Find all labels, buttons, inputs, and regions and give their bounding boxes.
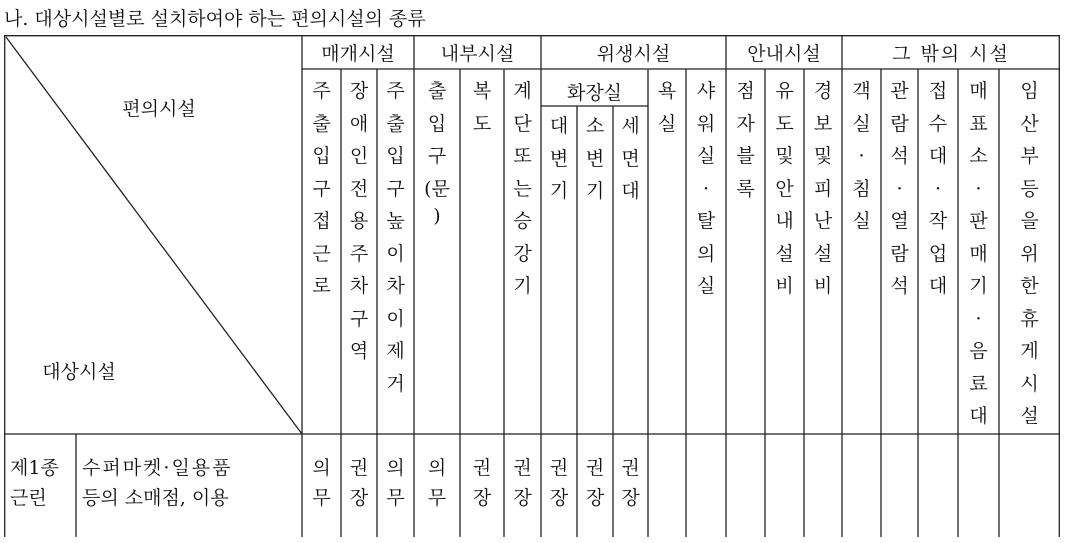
column-header-char: 근 bbox=[312, 242, 331, 265]
column-header-char: ) bbox=[433, 205, 441, 227]
column-header-17 bbox=[958, 75, 999, 433]
column-header-char: · bbox=[896, 177, 903, 200]
column-header-char: 설 bbox=[813, 242, 833, 265]
row-category-line-2: 근린 bbox=[10, 487, 47, 509]
row-value-cell bbox=[460, 453, 504, 513]
column-header-18 bbox=[999, 75, 1060, 433]
column-header-char: 람 bbox=[890, 112, 909, 135]
column-header-char: 승 bbox=[513, 210, 532, 232]
column-header-1 bbox=[341, 75, 377, 368]
column-header-char: 강 bbox=[513, 242, 532, 265]
column-header-char: 도 bbox=[775, 112, 794, 135]
row-value-char: 장 bbox=[621, 487, 640, 509]
subgroup-header-toilet: 화장실 bbox=[566, 81, 623, 104]
column-header-char: 장 bbox=[349, 80, 369, 102]
column-header-char: 설 bbox=[1020, 405, 1039, 427]
group-header-4: 그 밖의 시설 bbox=[892, 42, 1010, 65]
column-header-char: 는 bbox=[513, 177, 532, 200]
column-header-char: 시 bbox=[1020, 372, 1039, 395]
column-header-char: 차 bbox=[349, 275, 369, 297]
column-header-0 bbox=[302, 75, 341, 303]
column-header-char: 실 bbox=[696, 275, 716, 297]
column-header-char: 매 bbox=[969, 80, 988, 102]
column-header-char: 실 bbox=[852, 210, 871, 232]
column-header-char: 게 bbox=[1020, 340, 1039, 362]
column-header-char: 작 bbox=[928, 210, 948, 232]
column-header-char: 실 bbox=[696, 145, 716, 167]
row-value-char: 의 bbox=[312, 457, 331, 479]
column-header-char: 위 bbox=[1020, 242, 1039, 265]
column-header-char: (문 bbox=[424, 177, 450, 200]
column-header-char: 실 bbox=[852, 112, 871, 135]
column-header-char: 용 bbox=[349, 210, 369, 232]
column-header-char: 대 bbox=[549, 115, 569, 137]
column-header-char: 제 bbox=[386, 340, 405, 362]
row-value-char: 장 bbox=[349, 487, 369, 509]
column-header-char: 부 bbox=[1020, 145, 1039, 167]
column-header-char: 로 bbox=[312, 275, 331, 297]
row-facility-line-1: 수퍼마켓·일용품 bbox=[82, 457, 233, 479]
column-header-char: 도 bbox=[472, 112, 492, 135]
column-header-10 bbox=[686, 75, 726, 303]
column-header-char: 관 bbox=[890, 80, 909, 102]
column-header-char: 출 bbox=[427, 80, 447, 102]
column-header-char: 인 bbox=[349, 145, 369, 167]
column-header-char: 입 bbox=[386, 145, 405, 167]
column-header-char: 수 bbox=[928, 112, 948, 135]
column-header-char: 기 bbox=[513, 275, 532, 297]
column-header-char: 실 bbox=[657, 112, 677, 135]
column-header-char: 접 bbox=[928, 80, 948, 102]
row-value-char: 의 bbox=[386, 457, 405, 479]
column-header-char: 구 bbox=[312, 177, 331, 200]
column-header-char: 석 bbox=[890, 275, 909, 297]
column-header-14 bbox=[842, 75, 881, 238]
row-value-cell bbox=[377, 453, 414, 513]
column-header-char: 석 bbox=[890, 145, 909, 167]
row-category-line-1: 제1종 bbox=[10, 457, 59, 479]
column-header-char: 한 bbox=[1020, 275, 1039, 297]
column-header-char: 이 bbox=[386, 307, 405, 330]
row-value-char: 장 bbox=[472, 487, 492, 509]
column-header-char: 주 bbox=[312, 80, 331, 102]
column-header-6 bbox=[541, 110, 577, 208]
column-header-char: 높 bbox=[386, 210, 405, 232]
column-header-char: 입 bbox=[427, 112, 447, 135]
group-header-3: 안내시설 bbox=[747, 42, 821, 65]
column-header-char: 구 bbox=[427, 145, 447, 167]
column-header-char: 의 bbox=[696, 242, 716, 265]
column-header-char: 비 bbox=[813, 275, 833, 297]
row-value-char: 무 bbox=[386, 487, 405, 509]
column-header-char: 내 bbox=[775, 210, 794, 232]
column-header-char: 점 bbox=[736, 80, 755, 102]
column-header-char: 자 bbox=[736, 112, 755, 135]
column-header-12 bbox=[765, 75, 804, 303]
column-header-7 bbox=[577, 110, 613, 208]
row-value-char: 권 bbox=[621, 457, 640, 479]
column-header-char: 애 bbox=[349, 112, 369, 135]
column-header-char: 출 bbox=[312, 112, 331, 135]
column-header-char: 욕 bbox=[657, 80, 677, 102]
column-header-char: 침 bbox=[852, 177, 871, 200]
column-header-char: 변 bbox=[549, 147, 569, 170]
column-header-char: 탈 bbox=[696, 210, 716, 232]
column-header-char: 면 bbox=[621, 147, 640, 170]
column-header-char: 세 bbox=[621, 115, 640, 137]
column-header-16 bbox=[918, 75, 958, 303]
column-header-char: 기 bbox=[549, 180, 569, 202]
row-value-cell bbox=[613, 453, 648, 513]
column-header-char: 샤 bbox=[696, 80, 716, 102]
column-header-3 bbox=[414, 75, 460, 227]
column-header-9 bbox=[648, 75, 686, 140]
row-value-char: 장 bbox=[513, 487, 532, 509]
column-header-15 bbox=[881, 75, 918, 303]
column-header-char: 람 bbox=[890, 242, 909, 265]
group-header-0: 매개시설 bbox=[321, 42, 395, 65]
column-header-char: 변 bbox=[585, 147, 605, 170]
corner-bottom-label: 대상시설 bbox=[42, 360, 116, 383]
row-value-cell bbox=[577, 453, 613, 513]
column-header-5 bbox=[504, 75, 541, 303]
column-header-char: 업 bbox=[928, 242, 948, 265]
column-header-char: 이 bbox=[386, 242, 405, 265]
column-header-char: 단 bbox=[513, 112, 532, 135]
section-title: 나. 대상시설별로 설치하여야 하는 편의시설의 종류 bbox=[4, 8, 426, 30]
row-value-char: 무 bbox=[312, 487, 331, 509]
column-header-char: 차 bbox=[386, 275, 405, 297]
column-header-char: 휴 bbox=[1020, 307, 1039, 330]
corner-top-label: 편의시설 bbox=[122, 97, 196, 120]
column-header-char: 거 bbox=[386, 372, 405, 395]
column-header-char: 주 bbox=[349, 242, 369, 265]
row-value-cell bbox=[541, 453, 577, 513]
column-header-char: 소 bbox=[969, 145, 988, 167]
column-header-char: 대 bbox=[928, 275, 948, 297]
column-header-char: 대 bbox=[928, 145, 948, 167]
column-header-char: 난 bbox=[813, 210, 833, 232]
column-header-char: 피 bbox=[813, 177, 833, 200]
column-header-char: 소 bbox=[585, 115, 605, 137]
column-header-char: 록 bbox=[736, 177, 755, 200]
column-header-4 bbox=[460, 75, 504, 140]
column-header-char: · bbox=[975, 177, 982, 200]
column-header-char: 또 bbox=[513, 145, 532, 167]
column-header-char: 구 bbox=[386, 177, 405, 200]
row-value-char: 권 bbox=[585, 457, 605, 479]
column-header-char: 임 bbox=[1020, 80, 1039, 102]
column-header-char: 블 bbox=[736, 145, 755, 167]
column-header-char: 및 bbox=[775, 145, 794, 167]
row-value-char: 권 bbox=[349, 457, 369, 479]
column-header-char: 복 bbox=[472, 80, 492, 102]
column-header-char: 매 bbox=[969, 242, 988, 265]
column-header-char: 유 bbox=[775, 80, 794, 102]
column-header-char: 주 bbox=[386, 80, 405, 102]
row-value-char: 권 bbox=[513, 457, 532, 479]
column-header-13 bbox=[804, 75, 842, 303]
facility-table bbox=[4, 35, 1060, 537]
column-header-char: · bbox=[975, 307, 982, 330]
column-header-char: 음 bbox=[969, 340, 988, 362]
column-header-char: 등 bbox=[1020, 177, 1039, 200]
column-header-char: · bbox=[858, 145, 865, 167]
column-header-char: 대 bbox=[969, 405, 988, 427]
row-value-char: 장 bbox=[585, 487, 605, 509]
column-header-char: 보 bbox=[813, 112, 833, 135]
row-facility-line-2: 등의 소매점, 이용 bbox=[82, 487, 229, 509]
row-category-cell bbox=[10, 453, 59, 513]
group-header-2: 위생시설 bbox=[596, 42, 671, 65]
column-header-char: 기 bbox=[585, 180, 605, 202]
column-header-char: 객 bbox=[852, 80, 871, 102]
row-value-cell bbox=[504, 453, 541, 513]
row-value-char: 의 bbox=[427, 457, 447, 479]
row-value-cell bbox=[414, 453, 460, 513]
column-header-char: 표 bbox=[969, 112, 988, 135]
row-value-char: 무 bbox=[427, 487, 447, 509]
column-header-11 bbox=[726, 75, 765, 205]
column-header-char: 을 bbox=[1020, 210, 1039, 232]
row-value-cell bbox=[302, 453, 341, 513]
column-header-char: 비 bbox=[775, 275, 794, 297]
column-header-char: 역 bbox=[349, 340, 369, 362]
column-header-char: 설 bbox=[775, 242, 794, 265]
column-header-char: 대 bbox=[621, 180, 640, 202]
column-header-char: 판 bbox=[969, 210, 988, 232]
column-header-char: 및 bbox=[813, 145, 833, 167]
row-facility-cell bbox=[82, 453, 233, 513]
row-value-cell bbox=[341, 453, 377, 513]
column-header-char: 구 bbox=[349, 307, 369, 330]
column-header-char: 입 bbox=[312, 145, 331, 167]
column-header-char: 전 bbox=[349, 177, 369, 200]
row-value-char: 권 bbox=[549, 457, 569, 479]
column-header-char: 열 bbox=[890, 210, 909, 232]
column-header-char: 경 bbox=[813, 80, 833, 102]
column-header-char: 산 bbox=[1020, 112, 1039, 135]
column-header-char: 기 bbox=[969, 275, 988, 297]
column-header-char: 계 bbox=[513, 80, 532, 102]
column-header-char: 출 bbox=[386, 112, 405, 135]
column-header-char: 료 bbox=[969, 372, 988, 395]
row-value-char: 권 bbox=[472, 457, 492, 479]
column-header-8 bbox=[613, 110, 648, 208]
column-header-char: · bbox=[702, 177, 710, 200]
column-header-char: 워 bbox=[696, 112, 716, 135]
group-header-1: 내부시설 bbox=[440, 42, 515, 65]
column-header-char: 안 bbox=[775, 177, 794, 200]
column-header-2 bbox=[377, 75, 414, 400]
column-header-char: 접 bbox=[312, 210, 331, 232]
row-value-char: 장 bbox=[549, 487, 569, 509]
column-header-char: · bbox=[934, 177, 942, 200]
